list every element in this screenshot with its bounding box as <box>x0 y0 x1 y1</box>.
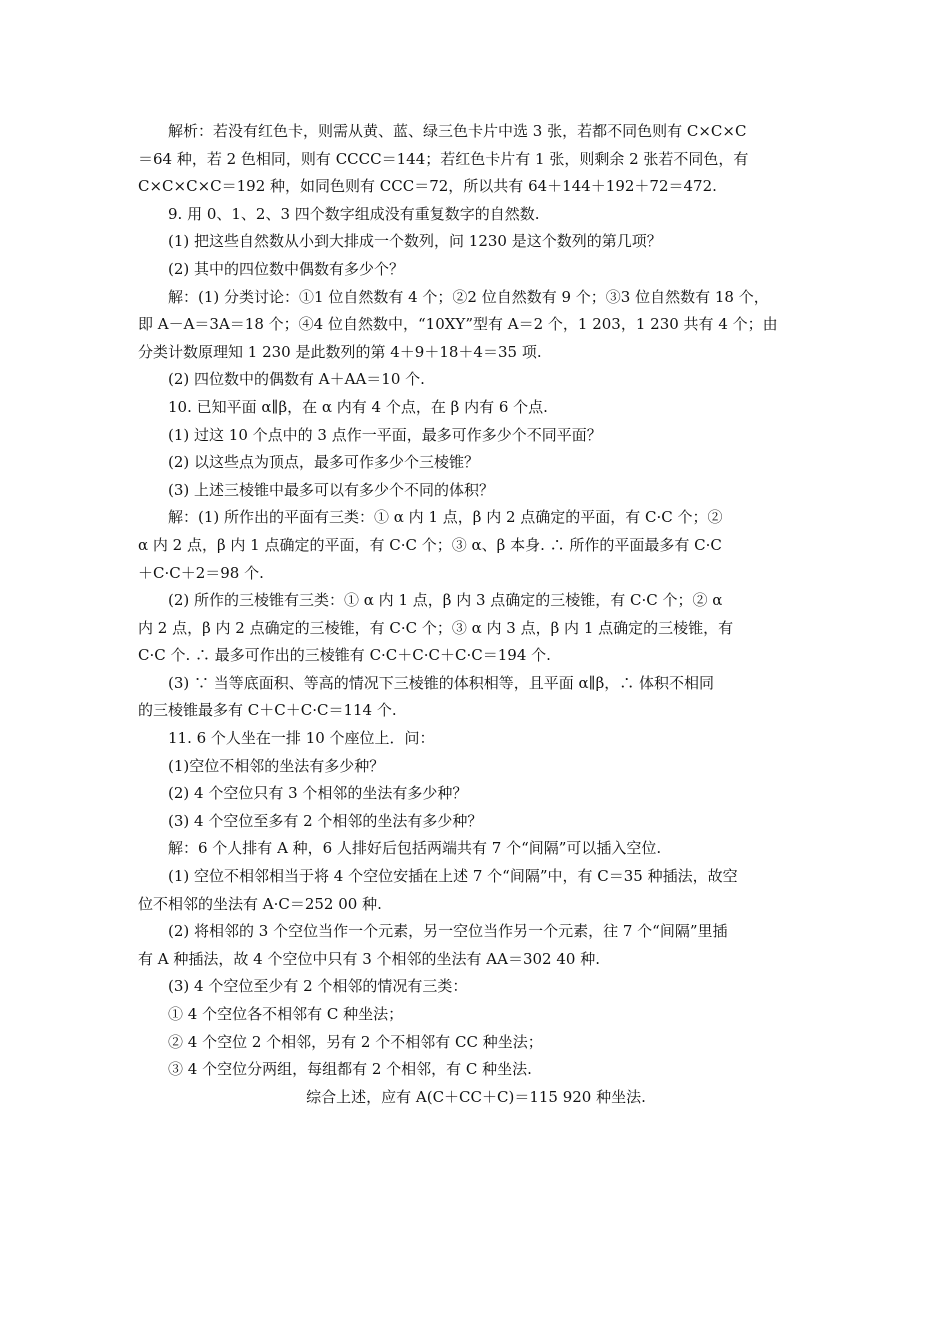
text-line: (1) 空位不相邻相当于将 4 个空位安插在上述 7 个“间隔”中，有 C＝35 种插法，故空 <box>168 867 738 886</box>
text-line: 解：6 个人排有 A 种，6 人排好后包括两端共有 7 个“间隔”可以插入空位. <box>168 839 662 858</box>
text-line: 位不相邻的坐法有 A·C＝252 00 种. <box>138 894 382 913</box>
text-line: ＋C·C＋2＝98 个. <box>138 563 264 582</box>
text-line: (2) 其中的四位数中偶数有多少个？ <box>168 259 405 278</box>
text-line: (2) 将相邻的 3 个空位当作一个元素，另一空位当作另一个元素，往 7 个“间隔”里插 <box>168 922 728 941</box>
text-line: 解：(1) 分类讨论：①1 位自然数有 4 个；②2 位自然数有 9 个；③3 位自然数有 18 个， <box>168 287 769 306</box>
text-line: (2) 所作的三棱锥有三类：① α 内 1 点，β 内 3 点确定的三棱锥，有 C·C 个；② α <box>168 591 723 610</box>
text-line: 即 A－A＝3A＝18 个；④4 位自然数中，“10XY”型有 A＝2 个，1 203，1 230 共有 4 个；由 <box>138 315 778 334</box>
text-line: 的三棱锥最多有 C＋C＋C·C＝114 个. <box>138 701 397 720</box>
text-line: C·C 个. ∴ 最多可作出的三棱锥有 C·C＋C·C＋C·C＝194 个. <box>138 646 551 665</box>
problem-11-heading: 11. 6 个人坐在一排 10 个座位上．问： <box>168 729 435 748</box>
text-line: 分类计数原理知 1 230 是此数列的第 4＋9＋18＋4＝35 项. <box>138 342 542 361</box>
text-line: ① 4 个空位各不相邻有 C 种坐法； <box>168 1005 404 1023</box>
text-line: (3) 上述三棱锥中最多可以有多少个不同的体积？ <box>168 480 495 499</box>
text-line: ③ 4 个空位分两组，每组都有 2 个相邻，有 C 种坐法. <box>168 1060 532 1079</box>
text-line: ② 4 个空位 2 个相邻，另有 2 个不相邻有 CC 种坐法； <box>168 1032 543 1051</box>
text-line: (3) ∵ 当等底面积、等高的情况下三棱锥的体积相等，且平面 α∥β，∴ 体积不相同 <box>168 673 715 692</box>
text-line: (2) 4 个空位只有 3 个相邻的坐法有多少种？ <box>168 784 468 803</box>
problem-9-heading: 9. 用 0、1、2、3 四个数字组成没有重复数字的自然数. <box>168 204 540 223</box>
text-line: α 内 2 点，β 内 1 点确定的平面，有 C·C 个；③ α、β 本身. ∴ 所作的平面最多有 C·C <box>138 535 722 554</box>
text-line: 解析：若没有红色卡，则需从黄、蓝、绿三色卡片中选 3 张，若都不同色则有 C×C×C <box>168 122 747 140</box>
text-line: (2) 四位数中的偶数有 A＋AA＝10 个. <box>168 370 425 389</box>
text-line: C×C×C×C＝192 种，如同色则有 CCC＝72，所以共有 64＋144＋192＋72＝472. <box>138 177 717 196</box>
text-line: (1)空位不相邻的坐法有多少种？ <box>168 756 385 775</box>
text-line: (3) 4 个空位至少有 2 个相邻的情况有三类： <box>168 977 468 996</box>
text-line: (2) 以这些点为顶点，最多可作多少个三棱锥？ <box>168 453 480 472</box>
conclusion-line: 综合上述，应有 A(C＋CC＋C)＝115 920 种坐法. <box>306 1087 646 1106</box>
text-line: (3) 4 个空位至多有 2 个相邻的坐法有多少种？ <box>168 811 483 830</box>
text-line: (1) 过这 10 个点中的 3 点作一平面，最多可作多少个不同平面？ <box>168 425 602 444</box>
document-body <box>138 118 814 1111</box>
text-line: 有 A 种插法，故 4 个空位中只有 3 个相邻的坐法有 AA＝302 40 种. <box>138 949 600 968</box>
text-line: ＝64 种，若 2 色相同，则有 CCCC＝144；若红色卡片有 1 张，则剩余 2 张若不同色，有 <box>138 149 749 168</box>
text-line: 解：(1) 所作出的平面有三类：① α 内 1 点，β 内 2 点确定的平面，有 C·C 个；② <box>168 508 723 527</box>
text-line: 内 2 点，β 内 2 点确定的三棱锥，有 C·C 个；③ α 内 3 点，β 内 1 点确定的三棱锥，有 <box>138 618 734 637</box>
problem-10-heading: 10. 已知平面 α∥β，在 α 内有 4 个点，在 β 内有 6 个点. <box>168 397 548 416</box>
text-line: (1) 把这些自然数从小到大排成一个数列，问 1230 是这个数列的第几项？ <box>168 232 662 251</box>
